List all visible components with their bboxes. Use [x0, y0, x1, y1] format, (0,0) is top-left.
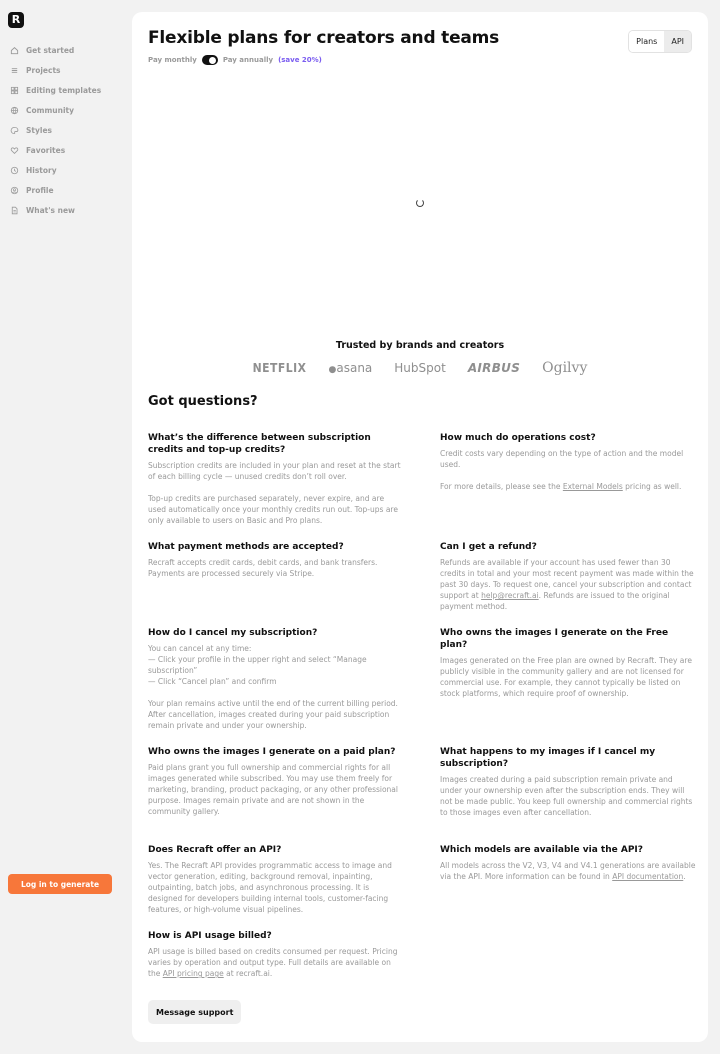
heart-icon — [10, 146, 19, 155]
loading-spinner — [416, 199, 424, 207]
faq-title: Got questions? — [148, 394, 258, 409]
billing-toggle-row — [148, 55, 322, 65]
faq-question: How is API usage billed? — [148, 931, 272, 941]
faq-answer-text: at recraft.ai. — [223, 969, 273, 978]
faq-item — [148, 432, 404, 526]
list-icon — [10, 66, 19, 75]
faq-answer: Images created during a paid subscription remain private and under your ownership even after the subscription ends. They will not be made public. You keep full ownership and commercial rights to those images even after cancellation. — [440, 775, 693, 817]
faq-answer-text: All models across the V2, V3, V4 and V4.1 generations are available via the API. More information can be found in — [440, 861, 696, 881]
faq-question: What happens to my images if I cancel my subscription? — [440, 747, 656, 769]
faq-answer-text: For more details, please see the — [440, 482, 563, 491]
external-models-link[interactable]: External Models — [562, 482, 623, 491]
faq-item — [148, 930, 404, 979]
sidebar-item-favorites[interactable] — [10, 140, 120, 160]
faq-answer — [440, 481, 696, 492]
faq-item — [440, 844, 696, 882]
document-icon — [10, 206, 19, 215]
login-button[interactable]: Log in to generate — [8, 874, 112, 894]
faq-question: How much do operations cost? — [440, 433, 596, 443]
faq-item — [148, 844, 404, 915]
history-icon — [10, 166, 19, 175]
faq-item — [148, 541, 404, 579]
ogilvy-logo: Ogilvy — [542, 360, 588, 376]
faq-answer-text: — Click your profile in the upper right and select “Manage subscription” — [148, 655, 367, 675]
faq-answer — [148, 643, 404, 687]
faq-question: Does Recraft offer an API? — [148, 845, 282, 855]
faq-question: How do I cancel my subscription? — [148, 628, 318, 638]
sidebar-item-community[interactable] — [10, 100, 120, 120]
message-support-button[interactable]: Message support — [148, 1000, 241, 1024]
sidebar-item-label: Projects — [26, 65, 61, 75]
sidebar-item-styles[interactable] — [10, 120, 120, 140]
asana-wordmark: asana — [336, 361, 373, 375]
asana-dots-icon: ●​ — [328, 365, 337, 375]
pay-monthly-label[interactable]: Pay monthly — [148, 56, 197, 64]
asana-logo — [329, 361, 373, 375]
brand-logos — [132, 360, 708, 376]
api-pricing-link[interactable]: API pricing page — [162, 969, 224, 978]
faq-answer: Credit costs vary depending on the type of action and the model used. — [440, 449, 684, 469]
sidebar-item-label: Editing templates — [26, 85, 102, 95]
plans-api-switch — [628, 30, 692, 53]
faq-question: Which models are available via the API? — [440, 845, 643, 855]
sidebar-item-history[interactable] — [10, 160, 120, 180]
faq-item — [440, 541, 696, 612]
faq-item — [440, 432, 696, 492]
tab-api[interactable]: API — [664, 31, 691, 52]
faq-question: What payment methods are accepted? — [148, 542, 344, 552]
sidebar-item-label: Styles — [26, 125, 52, 135]
home-icon — [10, 46, 19, 55]
api-documentation-link[interactable]: API documentation — [612, 872, 684, 881]
save-badge: (save 20%) — [278, 56, 322, 64]
page-title: Flexible plans for creators and teams — [148, 28, 500, 48]
faq-question: Who owns the images I generate on a paid plan? — [148, 747, 396, 757]
netflix-logo: NETFLIX — [252, 361, 307, 375]
faq-answer — [440, 860, 696, 882]
globe-icon — [10, 106, 19, 115]
faq-item — [440, 627, 696, 699]
trusted-title: Trusted by brands and creators — [335, 340, 505, 351]
pricing-panel — [132, 12, 708, 1042]
user-icon — [10, 186, 19, 195]
faq-answer: Recraft accepts credit cards, debit cards, and bank transfers. Payments are processed securely via Stripe. — [148, 558, 378, 578]
support-email-link[interactable]: help@recraft.ai — [481, 591, 539, 600]
faq-answer-text: . Refunds are issued to the original payment method. — [440, 591, 670, 611]
sidebar — [0, 0, 124, 1054]
faq-answer: Top-up credits are purchased separately, never expire, and are used automatically once your monthly credits run out. Top-ups are only available to users on Basic and Pro plans. — [148, 494, 398, 525]
faq-answer: Yes. The Recraft API provides programmatic access to image and vector generation, editing, background removal, inpainting, outpainting, batch jobs, and asynchronous processing. It is designed for developers building internal tools, customer-facing features, or high-volume visual pipelines. — [148, 861, 392, 914]
faq-answer-text: You can cancel at any time: — [148, 644, 252, 653]
sidebar-item-profile[interactable] — [10, 180, 120, 200]
faq-answer — [440, 557, 696, 612]
sidebar-item-whats-new[interactable] — [10, 200, 120, 220]
tab-plans[interactable]: Plans — [629, 31, 664, 52]
faq-answer-text: . — [683, 872, 686, 881]
sidebar-item-label: Profile — [26, 185, 54, 195]
faq-answer-text: API usage is billed based on credits consumed per request. Pricing varies by operation and output type. Full details are available on the — [148, 947, 398, 978]
billing-period-toggle[interactable] — [202, 55, 218, 65]
faq-answer: Paid plans grant you full ownership and commercial rights for all images generated while subscribed. You may use them freely for marketing, branding, product packaging, or any other professional purpose. Images remain private and are not shown in the community gallery. — [148, 763, 398, 816]
faq-answer: Subscription credits are included in your plan and reset at the start of each billing cycle — unused credits don’t roll over. — [148, 461, 401, 481]
airbus-logo: AIRBUS — [467, 361, 521, 375]
faq-item — [148, 627, 404, 731]
faq-answer: Your plan remains active until the end of the current billing period. After cancellation, images created during your paid subscription remain private and under your ownership. — [148, 699, 398, 730]
faq-item — [148, 746, 404, 817]
hubspot-logo: HubSpot — [394, 361, 446, 375]
pay-annually-label[interactable]: Pay annually — [222, 56, 274, 64]
sidebar-item-label: Favorites — [26, 145, 66, 155]
faq-question: Can I get a refund? — [440, 542, 537, 552]
sidebar-item-get-started[interactable] — [10, 40, 120, 60]
faq-answer — [148, 946, 404, 979]
faq-question: What’s the difference between subscription credits and top-up credits? — [148, 433, 371, 455]
sidebar-item-label: Get started — [26, 45, 75, 55]
recraft-logo[interactable]: R — [8, 12, 24, 28]
sidebar-item-projects[interactable] — [10, 60, 120, 80]
sidebar-nav — [10, 40, 120, 220]
faq-answer: Images generated on the Free plan are owned by Recraft. They are publicly visible in the community gallery and are not licensed for commercial use. For example, they cannot typically be listed on stock platforms, which require proof of ownership. — [440, 656, 692, 698]
sidebar-item-editing-templates[interactable] — [10, 80, 120, 100]
sidebar-item-label: Community — [26, 105, 75, 115]
faq-item — [440, 746, 696, 818]
palette-icon — [10, 126, 19, 135]
grid-icon — [10, 86, 19, 95]
faq-answer-text: — Click “Cancel plan” and confirm — [148, 677, 277, 686]
faq-question: Who owns the images I generate on the Free plan? — [440, 628, 669, 650]
faq-answer-text: Refunds are available if your account has used fewer than 30 credits in total and your most recent payment was made within the past 30 days. To request one, cancel your subscription and contact support at — [440, 558, 694, 600]
faq-answer-text: pricing as well. — [622, 482, 682, 491]
sidebar-item-label: History — [26, 165, 57, 175]
sidebar-item-label: What's new — [26, 205, 75, 215]
